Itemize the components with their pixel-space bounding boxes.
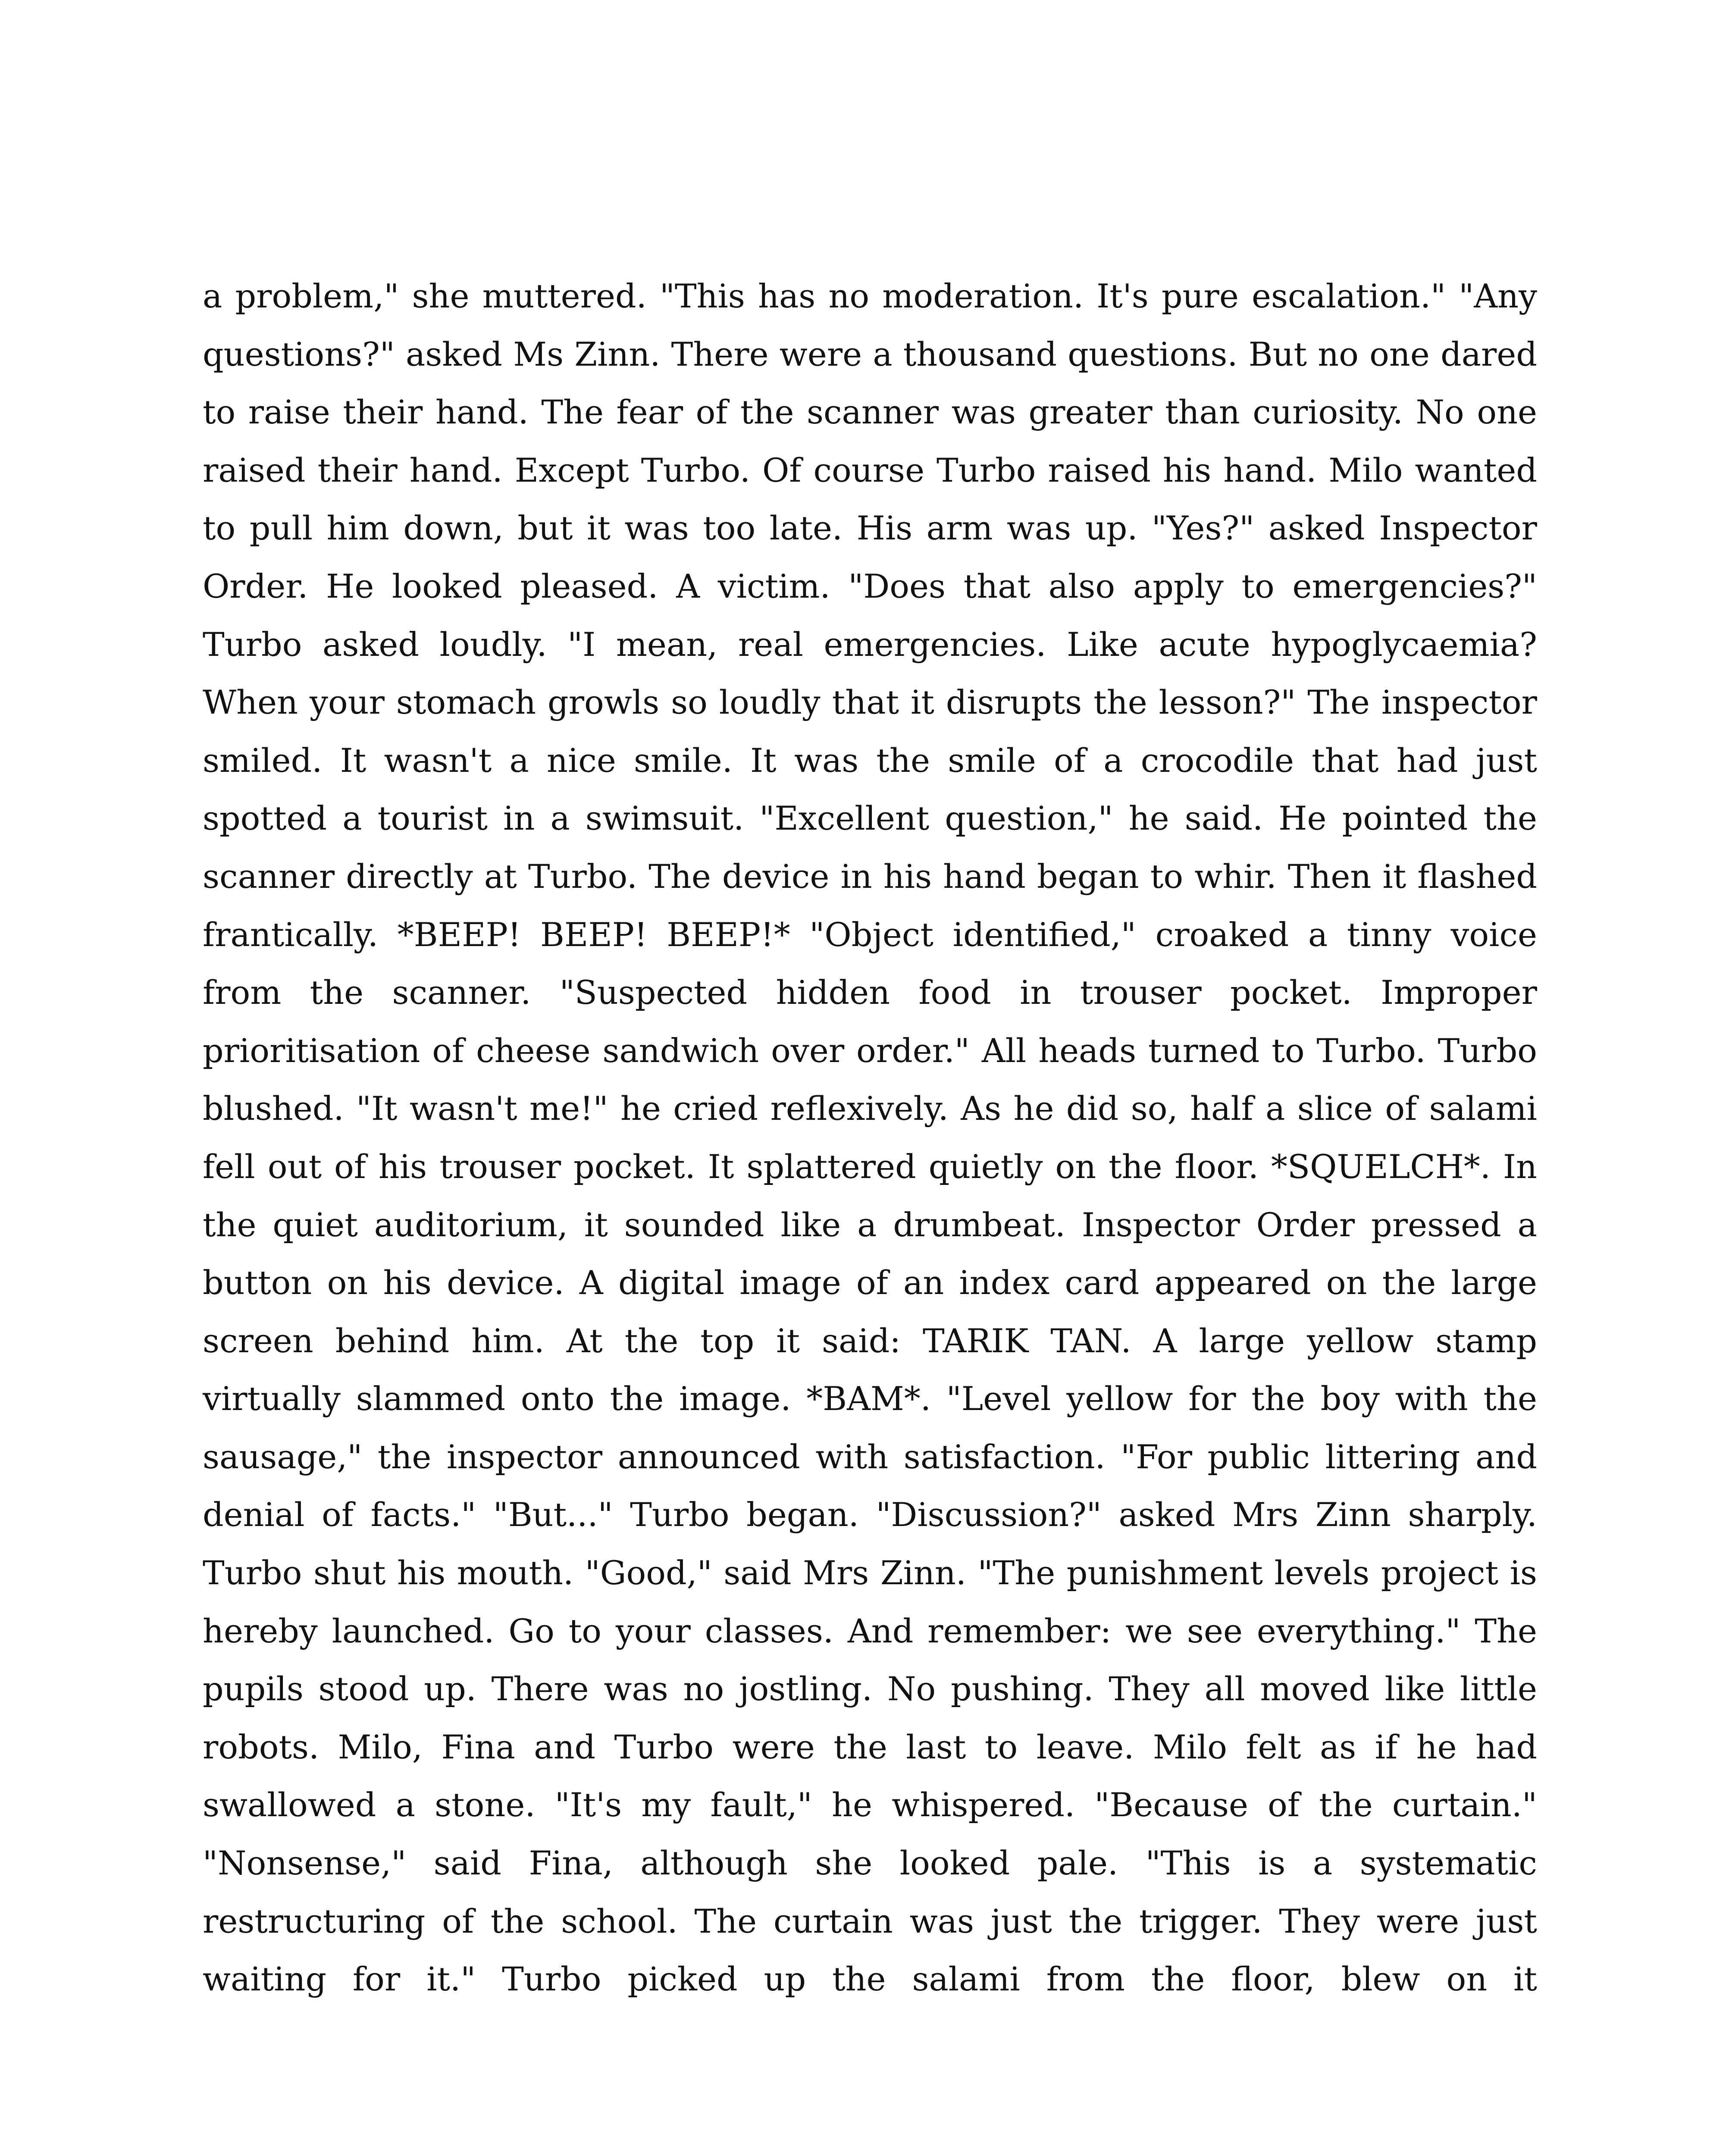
body-paragraph: a problem," she muttered. "This has no moderation. It's pure escalation." "Any questions?" asked Ms Zinn. There were a thousand questions. But no one dared to raise their hand. The fear of the scanner was greater than curiosity. No one raised their hand. Except Turbo. Of course Turbo raised his hand. Milo wanted to pull him down, but it was too late. His arm was up. "Yes?" asked Inspector Order. He looked pleased. A victim. "Does that also apply to emergencies?" Turbo asked loudly. "I mean, real emergencies. Like acute hypoglycaemia? When your stomach growls so loudly that it disrupts the lesson?" The inspector smiled. It wasn't a nice smile. It was the smile of a crocodile that had just spotted a tourist in a swimsuit. "Excellent question," he said. He pointed the scanner directly at Turbo. The device in his hand began to whir. Then it flashed frantically. *BEEP! BEEP! BEEP!* "Object identified," croaked a tinny voice from the scanner. "Suspected hidden food in trouser pocket. Improper prioritisation of cheese sandwich over order." All heads turned to Turbo. Turbo blushed. "It wasn't me!" he cried reflexively. As he did so, half a slice of salami fell out of his trouser pocket. It splattered quietly on the floor. *SQUELCH*. In the quiet auditorium, it sounded like a drumbeat. Inspector Order pressed a button on his device. A digital image of an index card appeared on the large screen behind him. At the top it said: TARIK TAN. A large yellow stamp virtually slammed onto the image. *BAM*. "Level yellow for the boy with the sausage," the inspector announced with satisfaction. "For public littering and denial of facts." "But..." Turbo began. "Discussion?" asked Mrs Zinn sharply. Turbo shut his mouth. "Good," said Mrs Zinn. "The punishment levels project is hereby launched. Go to your classes. And remember: we see everything." The pupils stood up. There was no jostling. No pushing. They all moved like little robots. Milo, Fina and Turbo were the last to leave. Milo felt as if he had swallowed a stone. "It's my fault," he whispered. "Because of the curtain." "Nonsense," said Fina, although she looked pale. "This is a systematic restructuring of the school. The curtain was just the trigger. They were just waiting for it." Turbo picked up the salami from the floor, blew on it: [203, 277, 1537, 1999]
